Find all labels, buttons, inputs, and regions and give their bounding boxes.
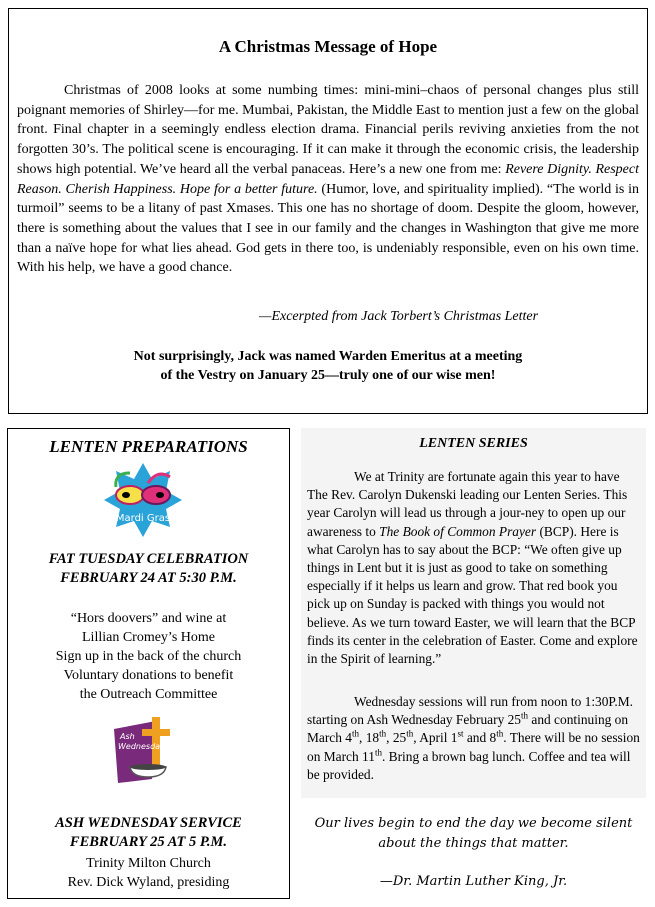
p1-text-a: We at Trinity are fortunate again this year to have The Rev. Carolyn Dukenski leading our Lenten Series. This year Carolyn will lead us through a jour-ney to open up our awareness to <box>307 469 628 539</box>
lenten-series-paragraph-2 <box>307 693 640 784</box>
p1-book-title: The Book of Common Prayer <box>379 523 537 539</box>
body-text-2: (Humor, love, and spirituality implied). “The world is in turmoil” seems to be a litany of past Xmases. This one has no shortage of doom. Despite the gloom, however, there is something about the values that I see in our family and the changes in Washington that give me more than a naïve hope for what lies ahead. God gets in there too, is undeniably responsible, even on his own time. With his help, we have a good chance. <box>17 181 639 276</box>
ordinal-th: th <box>496 728 504 739</box>
ash-wednesday-title: ASH WEDNESDAY SERVICE <box>55 815 242 831</box>
mlk-quote-attribution: —Dr. Martin Luther King, Jr. <box>379 874 568 889</box>
mardi-gras-icon <box>104 461 182 539</box>
ash-wednesday-place: Trinity Milton Church <box>86 856 211 871</box>
p2-text-e: , April 1 <box>413 730 458 746</box>
christmas-message-box <box>8 8 648 414</box>
mardi-gras-label: Mardi Gras <box>115 513 171 524</box>
fat-tuesday-date: FEBRUARY 24 AT 5:30 P.M. <box>60 570 237 586</box>
fat-tuesday-detail-1: “Hors doovers” and wine at <box>70 611 227 626</box>
lenten-series-box <box>301 428 646 798</box>
p2-text-a: Wednesday sessions will run from noon to 1:30P.M. starting on Ash Wednesday February 25 <box>307 694 633 728</box>
warden-note <box>9 347 647 385</box>
fat-tuesday-detail-5: the Outreach Committee <box>79 687 218 702</box>
lenten-preparations-heading: LENTEN PREPARATIONS <box>49 437 248 456</box>
ordinal-th: th <box>379 728 387 739</box>
fat-tuesday-detail-3: Sign up in the back of the church <box>55 649 242 664</box>
warden-note-line-1: Not surprisingly, Jack was named Warden Emeritus at a meeting <box>133 349 523 364</box>
quote-line-2: about the things that matter. <box>378 836 569 851</box>
ash-wednesday-icon <box>112 717 182 789</box>
mlk-quote <box>301 814 646 854</box>
ordinal-th: th <box>521 710 529 721</box>
lenten-preparations-box <box>7 428 290 899</box>
ash-wednesday-date: FEBRUARY 25 AT 5 P.M. <box>69 834 228 850</box>
ordinal-st: st <box>457 728 464 739</box>
fat-tuesday-title: FAT TUESDAY CELEBRATION <box>48 551 249 567</box>
fat-tuesday-detail-2: Lillian Cromey’s Home <box>82 630 215 645</box>
p2-text-c: , 18 <box>359 730 380 746</box>
body-italic-text: Revere Dignity. Respect Reason. Cherish Happiness. Hope for a better future. <box>17 161 639 197</box>
quote-line-1: Our lives begin to end the day we become silent <box>314 816 633 831</box>
p2-text-d: , 25 <box>386 730 407 746</box>
ash-wednesday-presider: Rev. Dick Wyland, presiding <box>67 875 230 890</box>
ordinal-th: th <box>406 728 414 739</box>
p2-text-g: . There will be no session on March 11 <box>307 730 640 764</box>
p2-text-b: and continuing on March 4 <box>307 712 629 746</box>
ash-label-1: Ash <box>120 732 135 741</box>
christmas-message-attribution: —Excerpted from Jack Torbert’s Christmas Letter <box>259 309 539 324</box>
ordinal-th: th <box>352 728 360 739</box>
fat-tuesday-detail-4: Voluntary donations to benefit <box>63 668 234 683</box>
lenten-series-heading: LENTEN SERIES <box>419 436 528 451</box>
p2-text-f: and 8 <box>463 730 497 746</box>
christmas-message-body <box>17 81 639 278</box>
p1-text-b: (BCP). Here is what Carolyn has to say about the BCP: “We often give up things in Lent but it is just as good to take on something especially if it helps us learn and grow. That red book you pick up on Sunday is packed with things you would not believe. As we turn toward Easter, we will learn that the BCP finds its center in the celebration of Easter. Come and explore in the Spirit of learning.” <box>307 523 638 667</box>
christmas-message-title: A Christmas Message of Hope <box>218 37 438 56</box>
ordinal-th: th <box>374 747 382 758</box>
p2-text-h: . Bring a brown bag lunch. Coffee and tea will be provided. <box>307 748 631 782</box>
lenten-series-paragraph-1 <box>307 468 640 668</box>
warden-note-line-2: of the Vestry on January 25—truly one of our wise men! <box>160 368 496 383</box>
ash-label-2: Wednesday <box>118 742 165 751</box>
body-text-1: Christmas of 2008 looks at some numbing times: mini-mini–chaos of personal changes plus still poignant memories of Shirley—for me. Mumbai, Pakistan, the Middle East to mention just a few on the global front. Final chapter in a seemingly endless election drama. Financial perils reviving anxieties from the not forgotten 30’s. The political scene is encouraging. If it can make it through the economic crisis, the leadership shows high potential. We’ve heard all the verbal panaceas. Here’s a new one from me: <box>17 83 639 177</box>
